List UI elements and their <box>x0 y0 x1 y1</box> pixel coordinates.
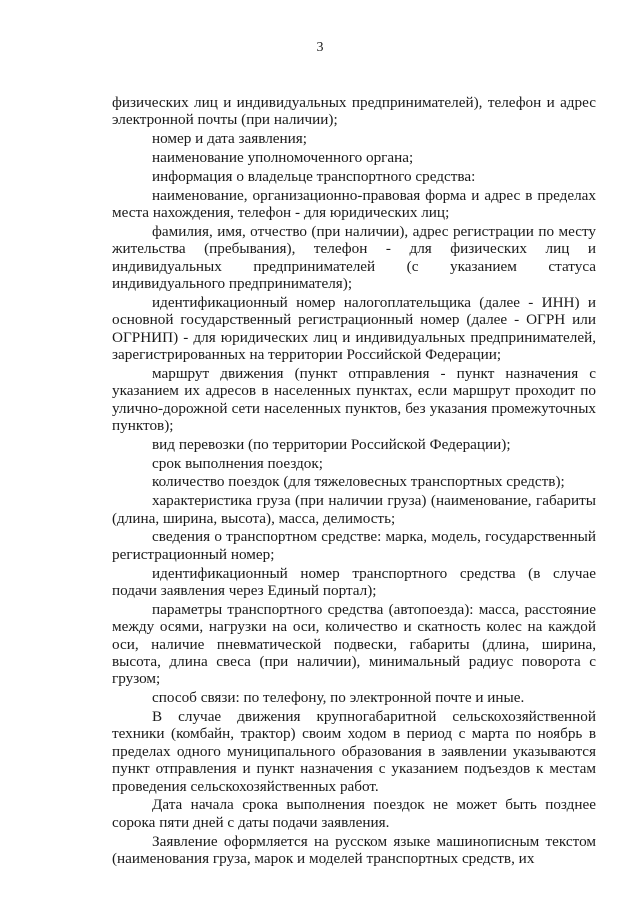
paragraph: идентификационный номер транспортного средства (в случае подачи заявления через Единый портал); <box>112 564 596 600</box>
paragraph: фамилия, имя, отчество (при наличии), адрес регистрации по месту жительства (пребывания), телефон - для физических лиц и индивидуальных предпринимателей (с указанием статуса индивидуального предпринимателя); <box>112 222 596 293</box>
paragraph: наименование, организационно-правовая форма и адрес в пределах места нахождения, телефон - для юридических лиц; <box>112 186 596 221</box>
paragraph: способ связи: по телефону, по электронной почте и иные. <box>152 689 525 707</box>
paragraph: Заявление оформляется на русском языке машинописным текстом (наименования груза, марок и моделей транспортных средств, их <box>112 832 596 868</box>
paragraph: сведения о транспортном средстве: марка, модель, государственный регистрационный номер; <box>112 528 596 563</box>
paragraph: характеристика груза (при наличии груза) (наименование, габариты (длина, ширина, высота), масса, делимость; <box>112 492 596 527</box>
paragraph: количество поездок (для тяжеловесных транспортных средств); <box>152 473 565 491</box>
paragraph: срок выполнения поездок; <box>152 454 323 472</box>
paragraph: вид перевозки (по территории Российской Федерации); <box>152 435 511 453</box>
paragraph: номер и дата заявления; <box>152 130 308 148</box>
paragraph: идентификационный номер налогоплательщика (далее - ИНН) и основной государственный регистрационный номер (далее - ОГРН или ОГРНИП) - для юридических лиц и индивидуальных предпринимателей, зарегистрированных на территории Российской Федерации; <box>112 293 596 364</box>
paragraph: физических лиц и индивидуальных предпринимателей), телефон и адрес электронной почты (при наличии); <box>112 94 596 129</box>
paragraph: В случае движения крупногабаритной сельскохозяйственной техники (комбайн, трактор) своим ходом в период с марта по ноябрь в пределах одного муниципального образования в заявлении указываются пункт отправления и пункт назначения с указанием подъездов к местам проведения сельскохозяйственных работ. <box>112 708 596 795</box>
page-number: 3 <box>316 40 324 55</box>
document-body <box>112 94 596 869</box>
paragraph: наименование уполномоченного органа; <box>152 149 414 166</box>
paragraph: маршрут движения (пункт отправления - пункт назначения с указанием их адресов в населенных пунктах, если маршрут проходит по улично-дорожной сети населенных пунктов, без указания промежуточных пунктов); <box>112 364 596 435</box>
paragraph: информация о владельце транспортного средства: <box>152 167 476 185</box>
paragraph: параметры транспортного средства (автопоезда): масса, расстояние между осями, нагрузки на оси, количество и скатность колес на каждой оси, наличие пневматической подвески, габариты (длина, ширина, высота, длина свеса (при наличии), минимальный радиус поворота с грузом; <box>112 600 596 688</box>
paragraph: Дата начала срока выполнения поездок не может быть позднее сорока пяти дней с даты подачи заявления. <box>112 796 596 831</box>
